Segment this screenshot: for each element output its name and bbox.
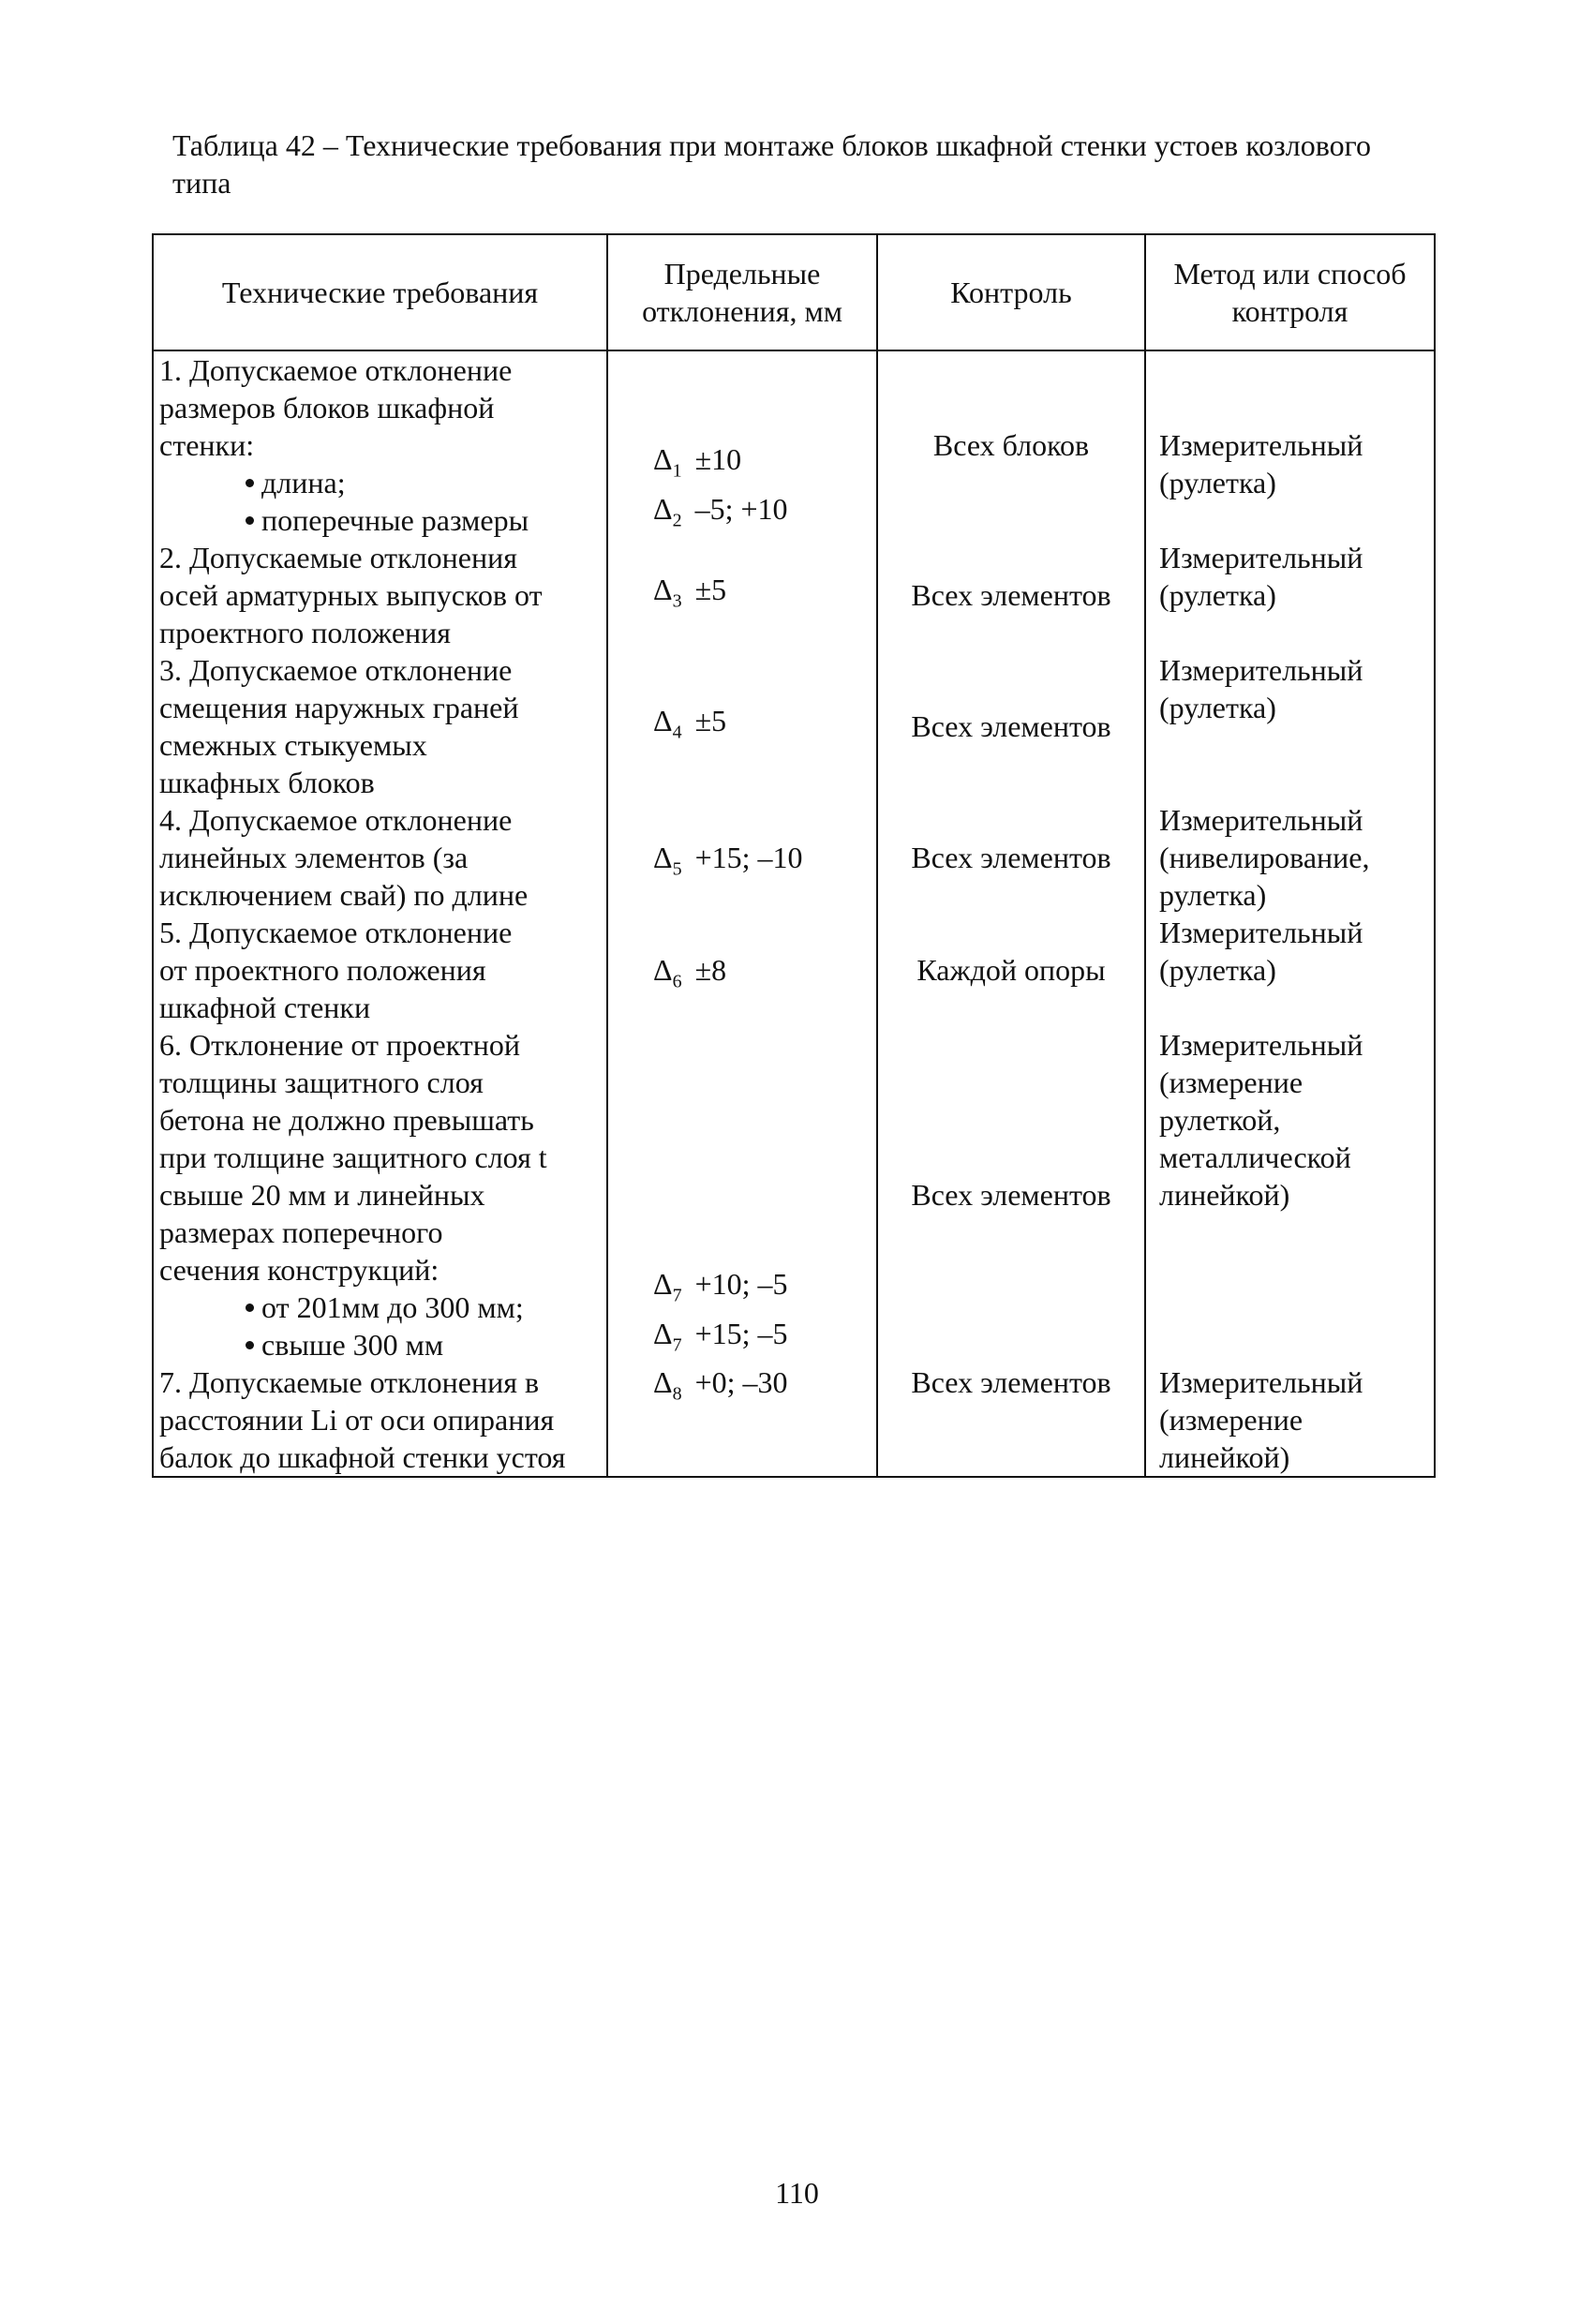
cell-control: Всех элементов [877, 1363, 1145, 1477]
cell-requirement [153, 914, 607, 1026]
cell-requirement [153, 350, 607, 539]
cell-control: Всех элементов [877, 651, 1145, 801]
delta-symbol: Δ [653, 1316, 673, 1350]
table-row [153, 350, 1435, 539]
method-line: металлической [1159, 1140, 1351, 1174]
requirement-line: шкафной стенки [159, 991, 371, 1024]
cell-deviation [607, 1026, 877, 1363]
cell-method [1145, 914, 1435, 1026]
delta-symbol: Δ [653, 1365, 673, 1399]
table-row [153, 1363, 1435, 1477]
method-line: (рулетка) [1159, 953, 1276, 987]
bullet-icon [246, 479, 254, 487]
table-row [153, 914, 1435, 1026]
delta-index: 2 [672, 510, 682, 530]
requirement-line: смежных стыкуемых [159, 728, 427, 762]
table-header-row [153, 234, 1435, 350]
bullet-text: от 201мм до 300 мм; [261, 1290, 524, 1324]
header-requirements: Технические требования [153, 234, 607, 350]
cell-requirement [153, 1026, 607, 1363]
method-line: (рулетка) [1159, 578, 1276, 612]
requirement-line: 4. Допускаемое отклонение [159, 803, 513, 837]
delta-index: 8 [672, 1383, 682, 1405]
deviation-amount: +15; –5 [694, 1316, 788, 1350]
table-caption: Таблица 42 – Технические требования при монтаже блоков шкафной стенки устоев козлового типа [172, 128, 1371, 200]
requirement-bullet [159, 1289, 601, 1326]
deviation-amount: +15; –10 [694, 841, 803, 874]
delta-symbol: Δ [653, 953, 673, 987]
cell-deviation [607, 539, 877, 651]
deviation-amount: ±5 [694, 703, 727, 737]
requirement-line: проектного положения [159, 616, 452, 649]
cell-method [1145, 350, 1435, 539]
bullet-text: длина; [261, 466, 346, 499]
deviation-amount: –5; +10 [694, 491, 788, 526]
method-line: рулетка) [1159, 878, 1267, 912]
cell-requirement [153, 651, 607, 801]
cell-requirement [153, 539, 607, 651]
delta-index: 7 [672, 1285, 682, 1306]
deviation-amount: ±8 [694, 953, 727, 987]
delta-index: 5 [672, 858, 682, 880]
cell-deviation [607, 350, 877, 539]
cell-control: Каждой опоры [877, 914, 1145, 1026]
deviation-value [653, 440, 871, 489]
bullet-icon [246, 1304, 254, 1312]
bullet-icon [246, 1341, 254, 1349]
cell-control: Всех элементов [877, 801, 1145, 914]
table-row [153, 801, 1435, 914]
requirement-line: 1. Допускаемое отклонение [159, 353, 513, 387]
table-row [153, 539, 1435, 651]
delta-index: 4 [672, 722, 682, 743]
delta-symbol: Δ [653, 442, 673, 477]
requirement-bullet [159, 1326, 601, 1363]
bullet-icon [246, 516, 254, 525]
requirement-line: толщины защитного слоя [159, 1065, 484, 1099]
delta-index: 1 [672, 460, 682, 482]
deviation-value [653, 839, 871, 887]
delta-symbol: Δ [653, 572, 673, 606]
method-line: (измерение [1159, 1065, 1304, 1099]
deviation-value [653, 490, 871, 539]
requirements-table [152, 233, 1436, 1478]
table-body [153, 350, 1435, 1477]
page-number: 110 [775, 2176, 819, 2210]
requirement-line: смещения наружных граней [159, 691, 519, 724]
requirement-line: 3. Допускаемое отклонение [159, 653, 513, 687]
requirement-line: исключением свай) по длине [159, 878, 529, 912]
delta-index: 6 [672, 971, 682, 992]
method-line: Измерительный [1159, 1365, 1363, 1399]
bullet-text: поперечные размеры [261, 503, 529, 537]
cell-method [1145, 651, 1435, 801]
method-line: Измерительный [1159, 653, 1363, 687]
method-line: рулеткой, [1159, 1103, 1281, 1137]
deviation-amount: +0; –30 [694, 1365, 788, 1399]
deviation-value [653, 702, 871, 751]
requirement-line: осей арматурных выпусков от [159, 578, 543, 612]
cell-control: Всех элементов [877, 1026, 1145, 1363]
cell-method [1145, 801, 1435, 914]
method-line: Измерительный [1159, 803, 1363, 837]
method-line: (рулетка) [1159, 466, 1276, 499]
method-line: (нивелирование, [1159, 841, 1370, 874]
requirement-line: размеров блоков шкафной [159, 391, 495, 425]
cell-method [1145, 1363, 1435, 1477]
cell-deviation [607, 914, 877, 1026]
requirement-line: 5. Допускаемое отклонение [159, 916, 513, 949]
method-line: Измерительный [1159, 1028, 1363, 1062]
cell-requirement [153, 1363, 607, 1477]
delta-symbol: Δ [653, 841, 673, 874]
deviation-amount: ±5 [694, 572, 727, 606]
cell-requirement [153, 801, 607, 914]
delta-index: 7 [672, 1334, 682, 1355]
method-line: Измерительный [1159, 916, 1363, 949]
requirement-line: свыше 20 мм и линейных [159, 1178, 485, 1212]
delta-symbol: Δ [653, 703, 673, 737]
cell-method [1145, 539, 1435, 651]
table-row [153, 651, 1435, 801]
method-line: линейкой) [1159, 1440, 1290, 1474]
header-method: Метод или способ контроля [1145, 234, 1435, 350]
delta-symbol: Δ [653, 1267, 673, 1302]
cell-deviation [607, 651, 877, 801]
deviation-amount: ±10 [694, 442, 742, 477]
requirement-bullet [159, 501, 601, 539]
requirement-line: бетона не должно превышать [159, 1103, 534, 1137]
deviation-value [653, 1265, 871, 1314]
method-line: (рулетка) [1159, 691, 1276, 724]
header-deviation: Предельные отклонения, мм [607, 234, 877, 350]
method-line: (измерение [1159, 1403, 1304, 1437]
requirement-bullet [159, 464, 601, 501]
requirement-line: 2. Допускаемые отклонения [159, 541, 517, 574]
header-control: Контроль [877, 234, 1145, 350]
table-row [153, 1026, 1435, 1363]
requirement-line: размерах поперечного [159, 1215, 443, 1249]
requirement-line: 6. Отклонение от проектной [159, 1028, 521, 1062]
deviation-value [653, 951, 871, 1000]
cell-deviation [607, 801, 877, 914]
requirement-line: шкафных блоков [159, 766, 375, 799]
requirement-line: сечения конструкций: [159, 1253, 439, 1287]
deviation-value [653, 571, 871, 619]
requirement-line: 7. Допускаемые отклонения в [159, 1365, 540, 1399]
deviation-value [653, 1315, 871, 1363]
delta-symbol: Δ [653, 491, 673, 526]
delta-index: 3 [672, 590, 682, 612]
requirement-line: балок до шкафной стенки устоя [159, 1440, 566, 1474]
cell-deviation [607, 1363, 877, 1477]
cell-control: Всех элементов [877, 539, 1145, 651]
requirement-line: при толщине защитного слоя t [159, 1140, 547, 1174]
cell-method [1145, 1026, 1435, 1363]
cell-control: Всех блоков [877, 350, 1145, 539]
requirement-line: стенки: [159, 428, 255, 462]
method-line: Измерительный [1159, 428, 1363, 462]
deviation-amount: +10; –5 [694, 1267, 788, 1302]
method-line: Измерительный [1159, 541, 1363, 574]
requirement-line: линейных элементов (за [159, 841, 469, 874]
requirement-line: расстоянии Li от оси опирания [159, 1403, 555, 1437]
deviation-value [653, 1363, 871, 1412]
bullet-text: свыше 300 мм [261, 1328, 444, 1362]
method-line: линейкой) [1159, 1178, 1290, 1212]
requirement-line: от проектного положения [159, 953, 486, 987]
